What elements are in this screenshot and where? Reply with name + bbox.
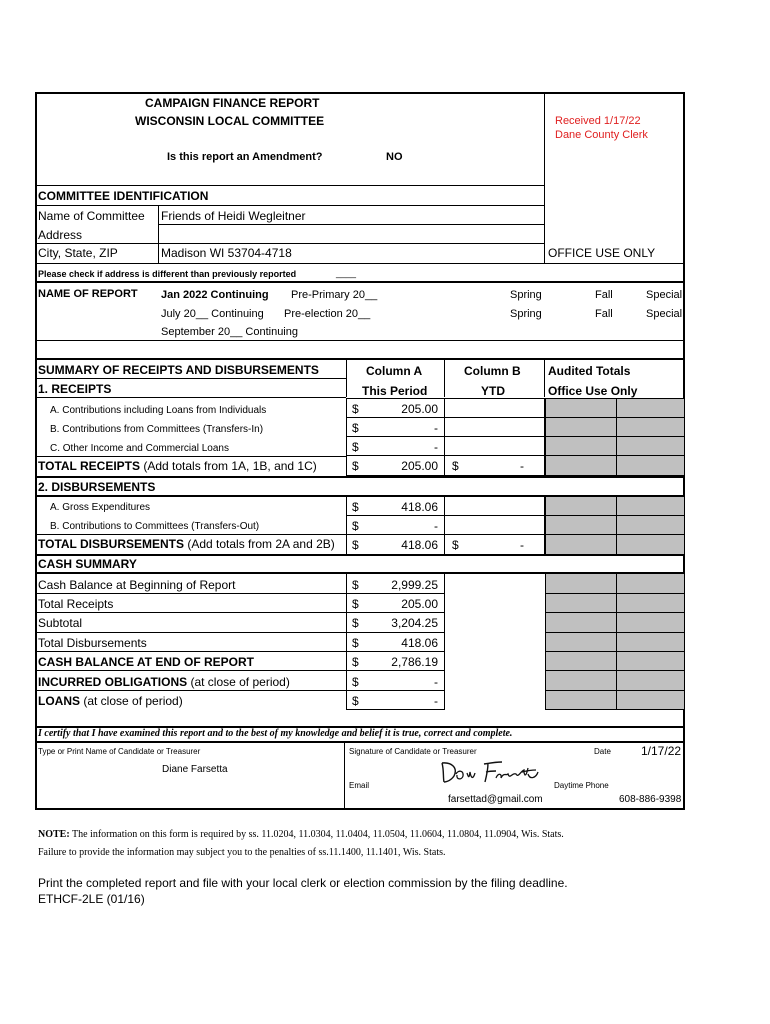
receipt-b-dollar: $ — [352, 421, 359, 435]
column-a-header-1: Column A — [366, 364, 423, 378]
committee-section-title: COMMITTEE IDENTIFICATION — [38, 189, 209, 203]
audited-header-2: Office Use Only — [548, 384, 638, 398]
cash-row-label-2: Total Receipts — [38, 597, 114, 611]
column-a-header-2: This Period — [362, 384, 428, 398]
receipt-a-label: A. Contributions including Loans from Individuals — [50, 405, 267, 416]
report-special-2[interactable]: Special — [646, 308, 683, 320]
audited-receipt-total-1 — [545, 455, 617, 476]
disbursement-total-a-value: 418.06 — [401, 538, 438, 552]
audited-receipt-b-2 — [616, 417, 685, 437]
report-special-1[interactable]: Special — [646, 289, 683, 301]
name-spacer — [36, 778, 344, 779]
name-of-report-top-line — [36, 281, 685, 283]
audited-cash-4b — [616, 632, 685, 652]
cash-dollar-4: $ — [352, 636, 359, 650]
committee-bottom-line — [36, 263, 685, 264]
audited-cash-1b — [616, 573, 685, 594]
audited-receipt-total-2 — [616, 455, 685, 476]
receipt-c-label: C. Other Income and Commercial Loans — [50, 443, 229, 454]
disbursements-total-top-line — [36, 534, 346, 535]
committee-city-value[interactable]: Madison WI 53704-4718 — [161, 246, 292, 260]
incurred-obligations-note: (at close of period) — [187, 675, 290, 689]
total-disbursements-label — [38, 537, 335, 551]
receipt-total-a-dollar: $ — [352, 459, 359, 473]
committee-address-label: Address — [38, 228, 83, 242]
audited-cash-1a — [545, 573, 617, 594]
audited-cash-3b — [616, 612, 685, 633]
email-label: Email — [349, 781, 370, 790]
footer-note — [38, 829, 564, 840]
loans-value: - — [434, 694, 438, 708]
total-receipts-note: (Add totals from 1A, 1B, and 1C) — [140, 459, 317, 473]
cash-line-4 — [36, 651, 346, 652]
committee-name-label: Name of Committee — [38, 209, 145, 223]
address-change-note: Please check if address is different than previously reported — [38, 269, 297, 279]
name-of-report-bottom-line — [36, 340, 685, 341]
report-pre-primary[interactable]: Pre-Primary 20__ — [291, 289, 378, 301]
cash-value-1: 2,999.25 — [391, 578, 438, 592]
cash-balance-end-label: CASH BALANCE AT END OF REPORT — [38, 655, 254, 669]
disbursement-a-label: A. Gross Expenditures — [50, 502, 151, 513]
audited-receipt-a-2 — [616, 398, 685, 418]
address-change-checkbox[interactable]: ____ — [336, 268, 357, 278]
committee-top-line — [36, 185, 545, 186]
receipt-c-value: - — [434, 440, 438, 454]
disbursement-b-dollar: $ — [352, 519, 359, 533]
disbursement-total-b-value: - — [520, 538, 524, 552]
cash-value-3: 3,204.25 — [391, 616, 438, 630]
audited-cash-6a — [545, 670, 617, 691]
treasurer-name-label: Type or Print Name of Candidate or Treasurer — [38, 747, 201, 756]
receipts-total-top-line — [36, 456, 346, 457]
audited-receipt-a-1 — [545, 398, 617, 418]
committee-city-label: City, State, ZIP — [38, 246, 118, 260]
office-use-divider — [544, 93, 545, 263]
cash-value-5: 2,786.19 — [391, 655, 438, 669]
audited-cash-3a — [545, 612, 617, 633]
cash-dollar-3: $ — [352, 616, 359, 630]
certify-bottom-line — [36, 741, 685, 743]
column-b-header-1: Column B — [464, 364, 521, 378]
incurred-obligations-value: - — [434, 675, 438, 689]
audited-cash-5a — [545, 651, 617, 671]
date-label: Date — [594, 747, 611, 756]
name-of-report-label: NAME OF REPORT — [38, 288, 138, 300]
signature-image — [438, 758, 544, 786]
receipt-a-ytd-cell[interactable] — [444, 398, 545, 418]
receipt-total-a-value: 205.00 — [401, 459, 438, 473]
committee-line-3 — [36, 243, 545, 244]
report-spring-1[interactable]: Spring — [510, 289, 542, 301]
form-id: ETHCF-2LE (01/16) — [38, 892, 145, 906]
committee-label-divider — [158, 205, 159, 263]
cash-dollar-6: $ — [352, 675, 359, 689]
received-stamp-line1: Received 1/17/22 — [555, 115, 641, 127]
footer-note-label: NOTE: — [38, 829, 70, 840]
col-a-divider-header — [346, 359, 347, 397]
committee-line-2 — [158, 224, 545, 225]
audited-cash-2a — [545, 593, 617, 613]
total-receipts-label — [38, 459, 317, 473]
receipt-total-b-value: - — [520, 459, 524, 473]
total-disbursements-note: (Add totals from 2A and 2B) — [184, 537, 335, 551]
disbursement-a-dollar: $ — [352, 500, 359, 514]
column-b-header-2: YTD — [481, 384, 505, 398]
cash-line-2 — [36, 612, 346, 613]
signature-label: Signature of Candidate or Treasurer — [349, 747, 477, 756]
cash-line-6 — [36, 690, 346, 691]
disbursement-b-label: B. Contributions to Committees (Transfers-Out) — [50, 521, 260, 532]
audited-cash-6b — [616, 670, 685, 691]
filing-instruction: Print the completed report and file with your local clerk or election commission by the filing deadline. — [38, 876, 568, 890]
cash-dollar-2: $ — [352, 597, 359, 611]
audited-header-1: Audited Totals — [548, 364, 631, 378]
form-title-line2: WISCONSIN LOCAL COMMITTEE — [135, 114, 325, 128]
audited-divider-header — [544, 359, 545, 397]
cash-row-label-1: Cash Balance at Beginning of Report — [38, 578, 236, 592]
cash-dollar-1: $ — [352, 578, 359, 592]
disbursement-a-value: 418.06 — [401, 500, 438, 514]
office-use-only-label: OFFICE USE ONLY — [548, 246, 656, 260]
receipt-a-value: 205.00 — [401, 402, 438, 416]
receipt-b-ytd-cell[interactable] — [444, 417, 545, 437]
audited-disb-a-1 — [545, 496, 617, 516]
footer-note-text: The information on this form is required by ss. 11.0204, 11.0304, 11.0404, 11.0504, 11.0604, 11.0804, 11.0904, Wis. Stats. — [69, 829, 564, 840]
loans-bold: LOANS — [38, 694, 80, 708]
report-spring-2[interactable]: Spring — [510, 308, 542, 320]
summary-title: SUMMARY OF RECEIPTS AND DISBURSEMENTS — [38, 363, 319, 377]
disbursements-title: 2. DISBURSEMENTS — [38, 480, 156, 494]
report-september-continuing[interactable]: September 20__ Continuing — [161, 326, 298, 338]
cash-row-label-4: Total Disbursements — [38, 636, 147, 650]
amendment-answer: NO — [386, 151, 403, 163]
cash-value-4: 418.06 — [401, 636, 438, 650]
treasurer-name-value[interactable]: Diane Farsetta — [162, 764, 228, 775]
receipt-c-dollar: $ — [352, 440, 359, 454]
cash-summary-title: CASH SUMMARY — [38, 557, 137, 571]
phone-value[interactable]: 608-886-9398 — [619, 794, 682, 805]
committee-line-1 — [36, 205, 545, 206]
certify-statement: I certify that I have examined this report and to the best of my knowledge and belief it is true, correct and complete. — [38, 728, 513, 739]
receipt-b-value: - — [434, 421, 438, 435]
form-title-line1: CAMPAIGN FINANCE REPORT — [145, 96, 320, 110]
audited-cash-4a — [545, 632, 617, 652]
cash-dollar-7: $ — [352, 694, 359, 708]
audited-cash-7a — [545, 690, 617, 710]
incurred-obligations-label — [38, 675, 290, 689]
audited-cash-2b — [616, 593, 685, 613]
disbursement-b-value: - — [434, 519, 438, 533]
loans-label — [38, 694, 183, 708]
cash-value-2: 205.00 — [401, 597, 438, 611]
phone-label: Daytime Phone — [554, 781, 609, 790]
audited-disb-total-1 — [545, 534, 617, 555]
summary-top-line — [36, 358, 685, 360]
receipt-b-label: B. Contributions from Committees (Transfers-In) — [50, 424, 264, 435]
receipt-a-dollar: $ — [352, 402, 359, 416]
audited-disb-a-2 — [616, 496, 685, 516]
receipt-c-ytd-cell[interactable] — [444, 436, 545, 456]
footer-note-line2: Failure to provide the information may subject you to the penalties of ss.11.1400, 11.1401, Wis. Stats. — [38, 847, 446, 858]
audited-disb-total-2 — [616, 534, 685, 555]
receipts-title-underline — [36, 397, 346, 398]
total-disbursements-bold: TOTAL DISBURSEMENTS — [38, 537, 185, 551]
report-fall-2[interactable]: Fall — [595, 308, 613, 320]
date-value[interactable]: 1/17/22 — [641, 744, 682, 758]
audited-receipt-c-2 — [616, 436, 685, 456]
incurred-obligations-bold: INCURRED OBLIGATIONS — [38, 675, 188, 689]
cash-dollar-5: $ — [352, 655, 359, 669]
audited-receipt-c-1 — [545, 436, 617, 456]
disbursement-a-ytd-cell[interactable] — [444, 496, 545, 516]
report-july-continuing[interactable]: July 20__ Continuing — [161, 308, 264, 320]
email-value[interactable]: farsettad@gmail.com — [448, 794, 543, 805]
received-stamp-line2: Dane County Clerk — [555, 129, 648, 141]
cash-line-1 — [36, 593, 346, 594]
disbursements-top-line — [36, 476, 685, 478]
cash-row-label-3: Subtotal — [38, 616, 83, 630]
audited-disb-b-1 — [545, 515, 617, 535]
cash-line-5 — [36, 670, 346, 671]
report-jan-continuing[interactable]: Jan 2022 Continuing — [161, 289, 269, 301]
disbursement-total-a-dollar: $ — [352, 538, 359, 552]
total-receipts-bold: TOTAL RECEIPTS — [38, 459, 141, 473]
cash-line-3 — [36, 632, 346, 633]
cash-summary-top-line — [36, 554, 685, 556]
signature-divider — [344, 742, 345, 810]
audited-cash-5b — [616, 651, 685, 671]
receipts-title: 1. RECEIPTS — [38, 382, 112, 396]
receipt-total-b-dollar: $ — [452, 459, 459, 473]
disbursement-b-ytd-cell[interactable] — [444, 515, 545, 535]
summary-title-underline — [36, 378, 346, 379]
report-pre-election[interactable]: Pre-election 20__ — [284, 308, 371, 320]
amendment-question: Is this report an Amendment? — [167, 151, 323, 163]
audited-cash-7b — [616, 690, 685, 710]
report-fall-1[interactable]: Fall — [595, 289, 613, 301]
audited-receipt-b-1 — [545, 417, 617, 437]
disbursement-total-b-dollar: $ — [452, 538, 459, 552]
col-b-divider-header — [444, 359, 445, 397]
audited-disb-b-2 — [616, 515, 685, 535]
loans-note: (at close of period) — [80, 694, 183, 708]
committee-name-value[interactable]: Friends of Heidi Wegleitner — [161, 209, 306, 223]
